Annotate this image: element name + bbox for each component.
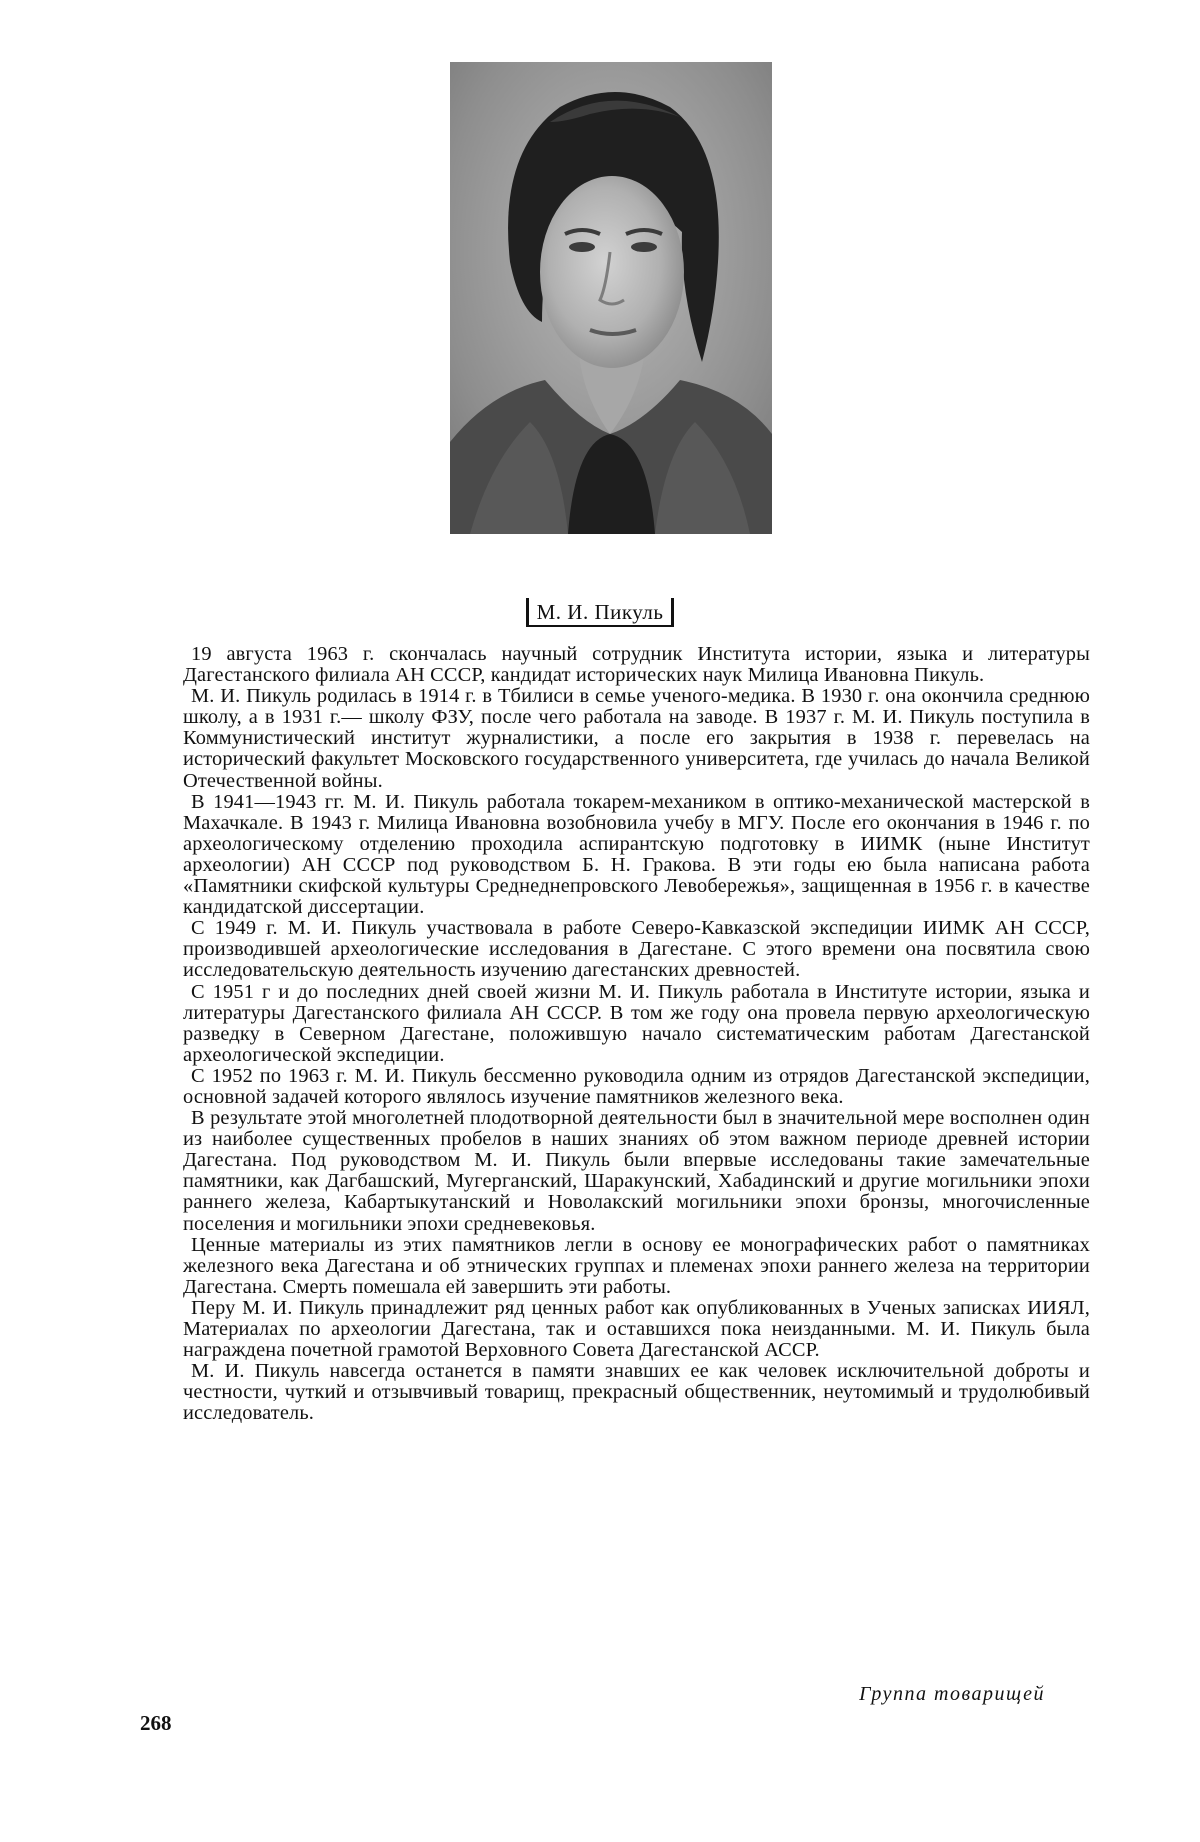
obituary-body	[183, 644, 1090, 1424]
paragraph: Перу М. И. Пикуль принадлежит ряд ценных работ как опубликованных в Ученых записках ИИЯЛ, Материалах по археологии Дагестана, так и оставшихся пока неизданными. М. И. Пикуль была награждена почетной грамотой Верховного Совета Дагестанской АССР.	[183, 1296, 1090, 1362]
portrait-photo	[450, 62, 772, 534]
paragraph: М. И. Пикуль навсегда останется в памяти знавших ее как человек исключительной доброты и честности, чуткий и отзывчивый товарищ, прекрасный общественник, неутомимый и трудолюбивый исследователь.	[183, 1360, 1090, 1425]
portrait-image	[450, 62, 772, 534]
paragraph: В 1941—1943 гг. М. И. Пикуль работала токарем-механиком в оптико-механической мастерской в Махачкале. В 1943 г. Милица Ивановна возобновила учебу в МГУ. После его окончания в 1946 г. по археологическому отделению проходила аспирантскую подготовку в ИИМК (ныне Институт археологии) АН СССР под руководством Б. Н. Гракова. В эти годы ею была написана работа «Памятники скифской культуры Среднеднепровского Левобережья», защищенная в 1956 г. в качестве кандидатской диссертации.	[183, 790, 1090, 919]
page-number: 268	[140, 1711, 172, 1735]
paragraph: С 1951 г и до последних дней своей жизни М. И. Пикуль работала в Институте истории, языка и литературы Дагестанского филиала АН СССР. В том же году она провела первую археологическую разведку в Северном Дагестане, положившую начало систематическим работам Дагестанской археологической экспедиции.	[183, 980, 1090, 1066]
signature: Группа товарищей	[859, 1683, 1045, 1705]
paragraph: 19 августа 1963 г. скончалась научный сотрудник Института истории, языка и литературы Дагестанского филиала АН СССР, кандидат исторических наук Милица Ивановна Пикуль.	[183, 643, 1090, 687]
paragraph: Ценные материалы из этих памятников легли в основу ее монографических работ о памятниках железного века Дагестана и об этнических группах и племенах эпохи раннего железа на территории Дагестана. Смерть помешала ей завершить эти работы.	[183, 1233, 1090, 1298]
paragraph: В результате этой многолетней плодотворной деятельности был в значительной мере восполнен один из наиболее существенных пробелов в наших знаниях об этом важном периоде древней истории Дагестана. Под руководством М. И. Пикуль были впервые исследованы такие замечательные памятники, как Дагбашский, Мугерганский, Шаракунский, Хабадинский и другие могильники эпохи раннего железа, Кабартыкутанский и Новолакский могильники эпохи бронзы, многочисленные поселения и могильники эпохи средневековья.	[183, 1107, 1090, 1235]
paragraph: С 1949 г. М. И. Пикуль участвовала в работе Северо-Кавказской экспедиции ИИМК АН СССР, производившей археологические исследования в Дагестане. С этого времени она посвятила свою исследовательскую деятельность изучению дагестанских древностей.	[183, 917, 1090, 982]
paragraph: М. И. Пикуль родилась в 1914 г. в Тбилиси в семье ученого-медика. В 1930 г. она окончила среднюю школу, а в 1931 г.— школу ФЗУ, после чего работала на заводе. В 1937 г. М. И. Пикуль поступила в Коммунистический институт журналистики, а после его закрытия в 1938 г. перевелась на исторический факультет Московского государственного университета, где училась до начала Великой Отечественной войны.	[183, 685, 1090, 792]
paragraph: С 1952 по 1963 г. М. И. Пикуль бессменно руководила одним из отрядов Дагестанской экспедиции, основной задачей которого являлось изучение памятников железного века.	[183, 1064, 1090, 1108]
obituary-name: М. И. Пикуль	[526, 598, 675, 627]
obituary-heading	[0, 598, 1200, 627]
